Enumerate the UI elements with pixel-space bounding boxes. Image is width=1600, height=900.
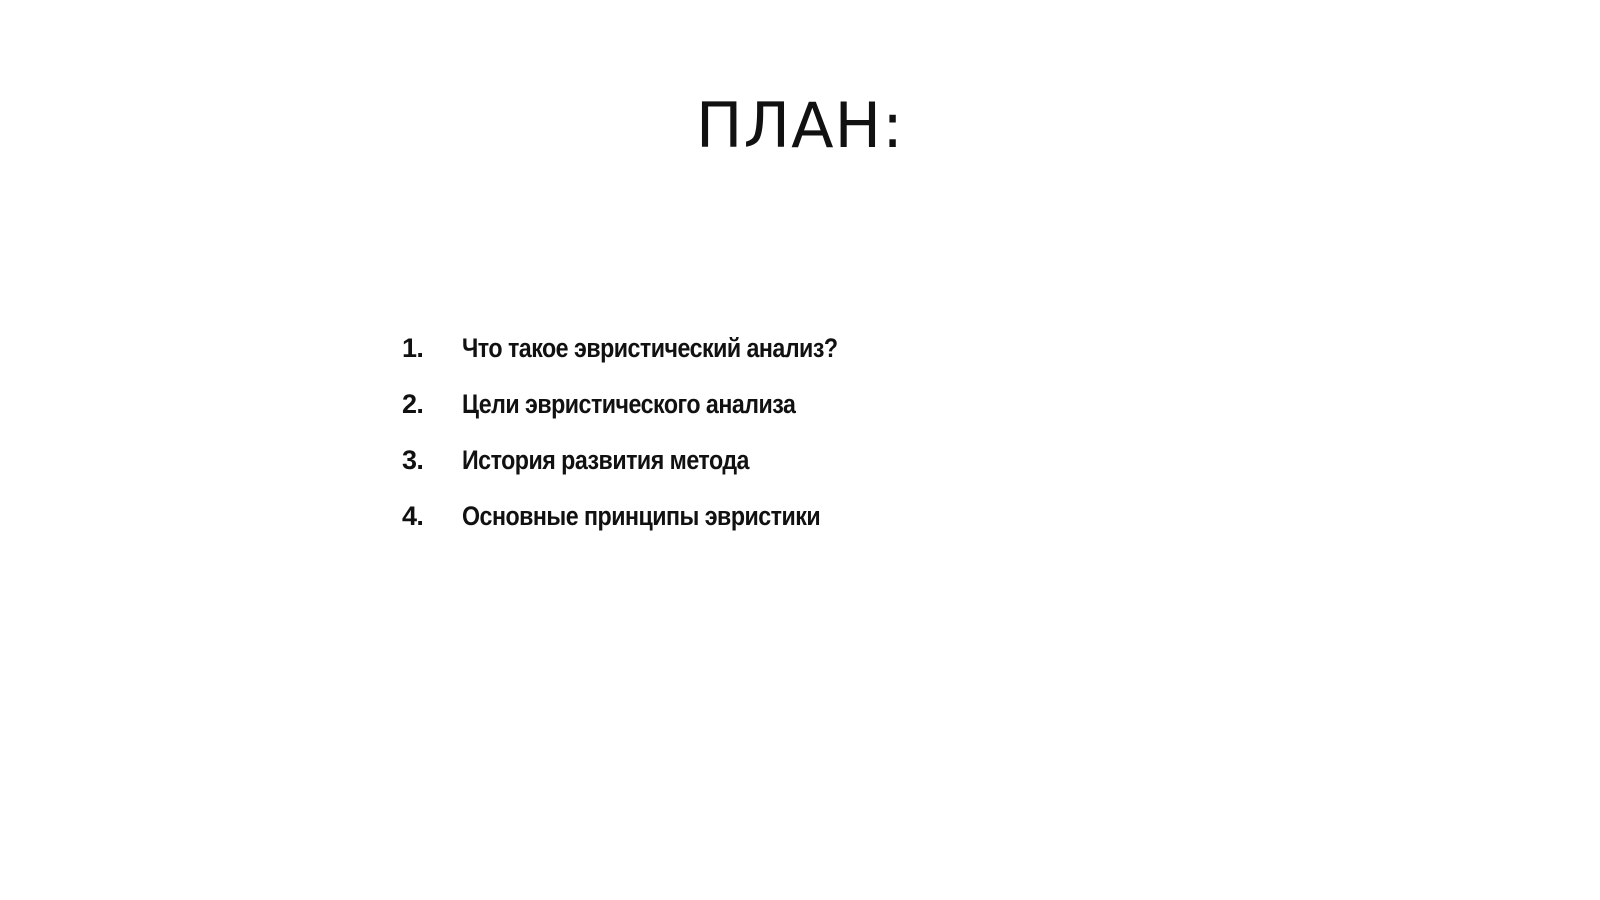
plan-item-text: История развития метода xyxy=(462,444,749,475)
plan-item-number: 4. xyxy=(402,500,424,531)
plan-item-3 xyxy=(402,432,899,488)
plan-item-number: 2. xyxy=(402,388,424,419)
plan-item-text: Основные принципы эвристики xyxy=(462,500,821,531)
plan-item-text: Что такое эвристический анализ? xyxy=(462,332,838,363)
plan-item-number: 1. xyxy=(402,332,424,363)
plan-item-2 xyxy=(402,376,899,432)
plan-item-4 xyxy=(402,488,899,544)
plan-item-number: 3. xyxy=(402,444,424,475)
plan-list xyxy=(402,320,899,544)
plan-item-1 xyxy=(402,320,899,376)
slide-title: ПЛАН: xyxy=(695,89,905,162)
plan-item-text: Цели эвристического анализа xyxy=(462,388,796,419)
